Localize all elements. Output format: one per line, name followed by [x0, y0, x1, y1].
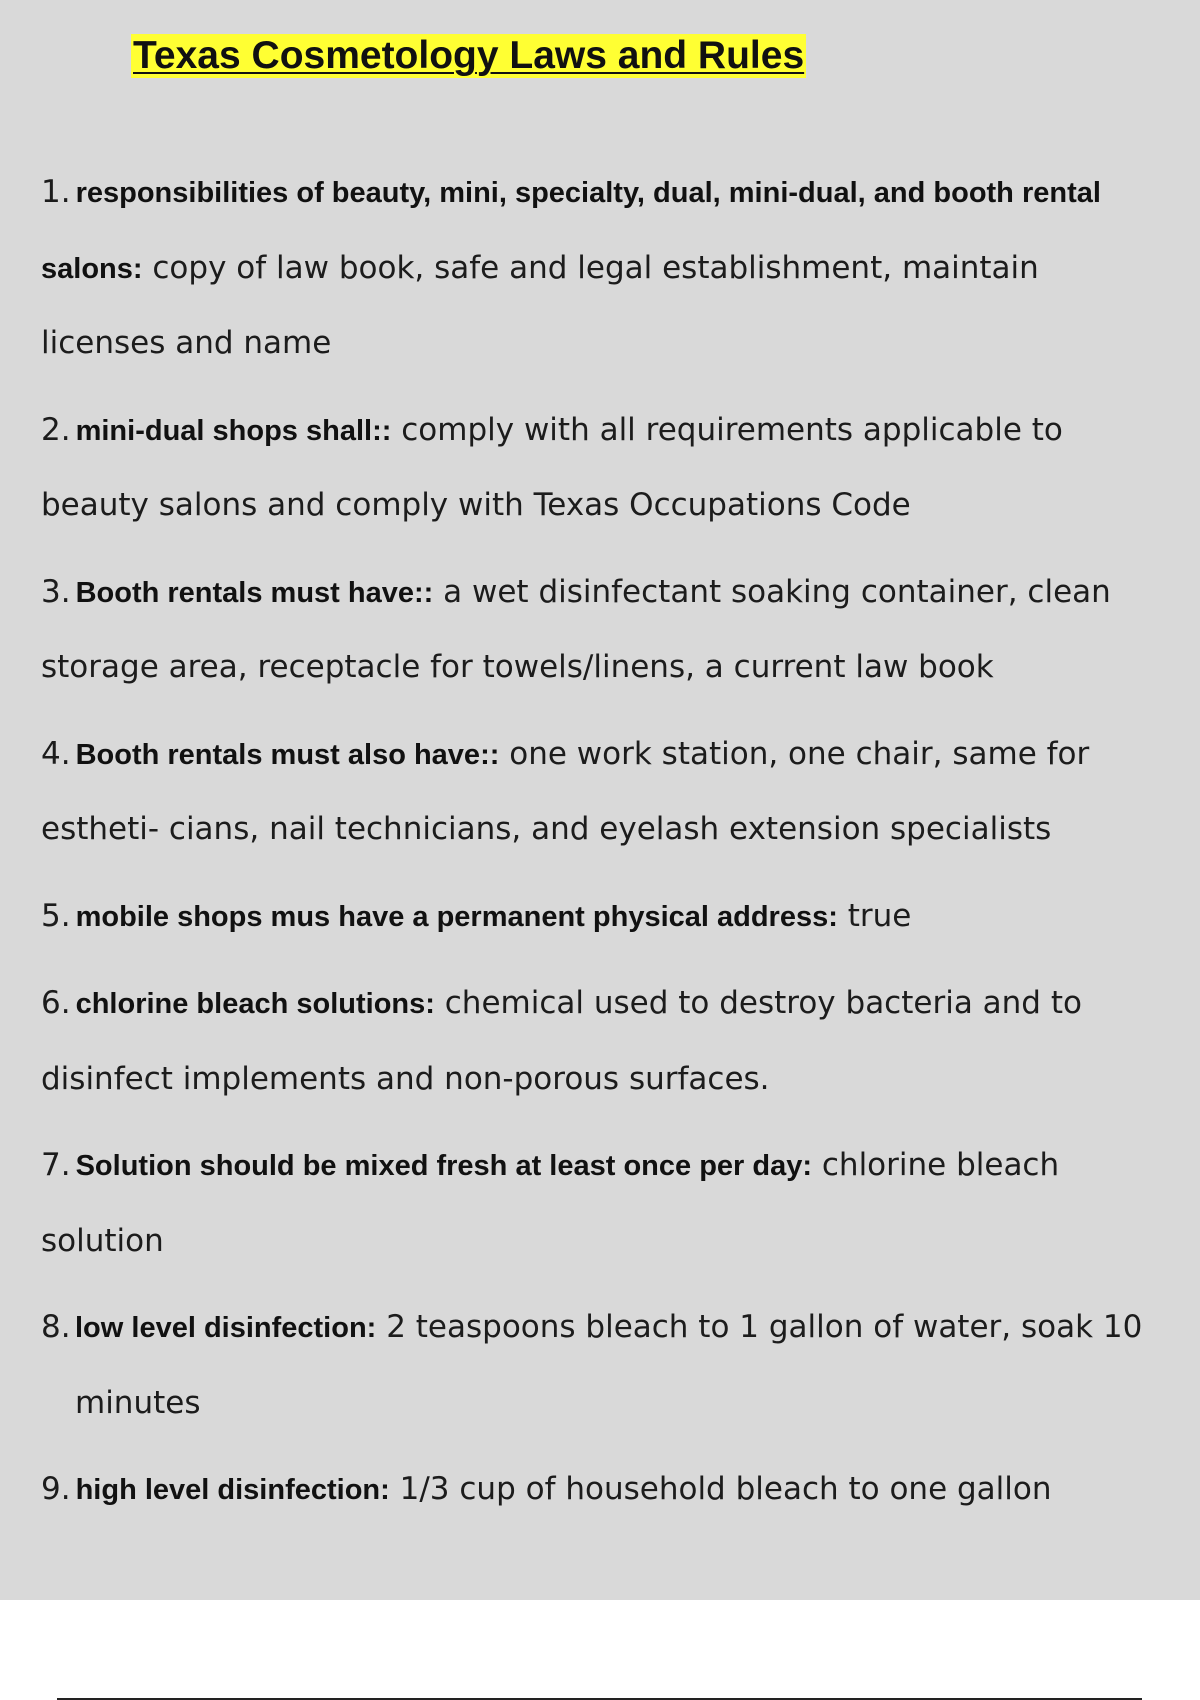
item-term: low level disinfection: [75, 1312, 377, 1344]
list-item [0, 966, 1150, 1116]
item-term: chlorine bleach solutions: [75, 988, 435, 1020]
term-list [0, 155, 1200, 1540]
item-term: mobile shops mus have a permanent physical address: [75, 900, 838, 933]
list-item [0, 393, 1150, 543]
item-definition: comply with all requirements applicable to beauty salons and comply with Texas Occupations Code [41, 411, 1063, 523]
item-term: high level disinfection: [75, 1474, 390, 1506]
item-number: 7. [41, 1147, 71, 1183]
list-item [0, 717, 1150, 867]
item-number: 2. [41, 411, 71, 448]
item-number: 8. [41, 1309, 71, 1345]
list-item [0, 879, 1150, 955]
list-item [0, 1452, 1150, 1528]
item-term: Solution should be mixed fresh at least once per day: [75, 1150, 813, 1182]
item-definition: chemical used to destroy bacteria and to disinfect implements and non-porous surfaces. [41, 985, 1082, 1097]
item-definition: chlorine bleach solution [41, 1147, 1060, 1259]
item-number: 1. [41, 174, 71, 210]
list-item [0, 1290, 1200, 1440]
item-number: 5. [41, 897, 71, 934]
item-definition: true [847, 897, 912, 934]
item-number: 4. [41, 735, 71, 772]
list-item [0, 1128, 1140, 1278]
list-item [0, 155, 1150, 381]
item-number: 9. [41, 1471, 71, 1507]
item-definition: a wet disinfectant soaking container, clean storage area, receptacle for towels/linens, a current law book [41, 573, 1111, 685]
item-number: 6. [41, 985, 71, 1021]
item-term: responsibilities of beauty, mini, specialty, dual, mini-dual, and booth rental salons: [41, 177, 1101, 285]
item-definition: one work station, one chair, same for estheti- cians, nail technicians, and eyelash extension specialists [41, 735, 1090, 847]
item-definition: 2 teaspoons bleach to 1 gallon of water, soak 10 minutes [75, 1309, 1143, 1421]
item-number: 3. [41, 573, 71, 610]
document-title: Texas Cosmetology Laws and Rules [133, 34, 805, 77]
item-definition: copy of law book, safe and legal establishment, maintain licenses and name [41, 249, 1039, 361]
item-definition: 1/3 cup of household bleach to one gallon [399, 1471, 1052, 1507]
item-term: Booth rentals must also have:: [75, 738, 500, 771]
item-term: mini-dual shops shall:: [75, 414, 392, 447]
item-term: Booth rentals must have:: [75, 576, 434, 609]
list-item [0, 555, 1150, 705]
